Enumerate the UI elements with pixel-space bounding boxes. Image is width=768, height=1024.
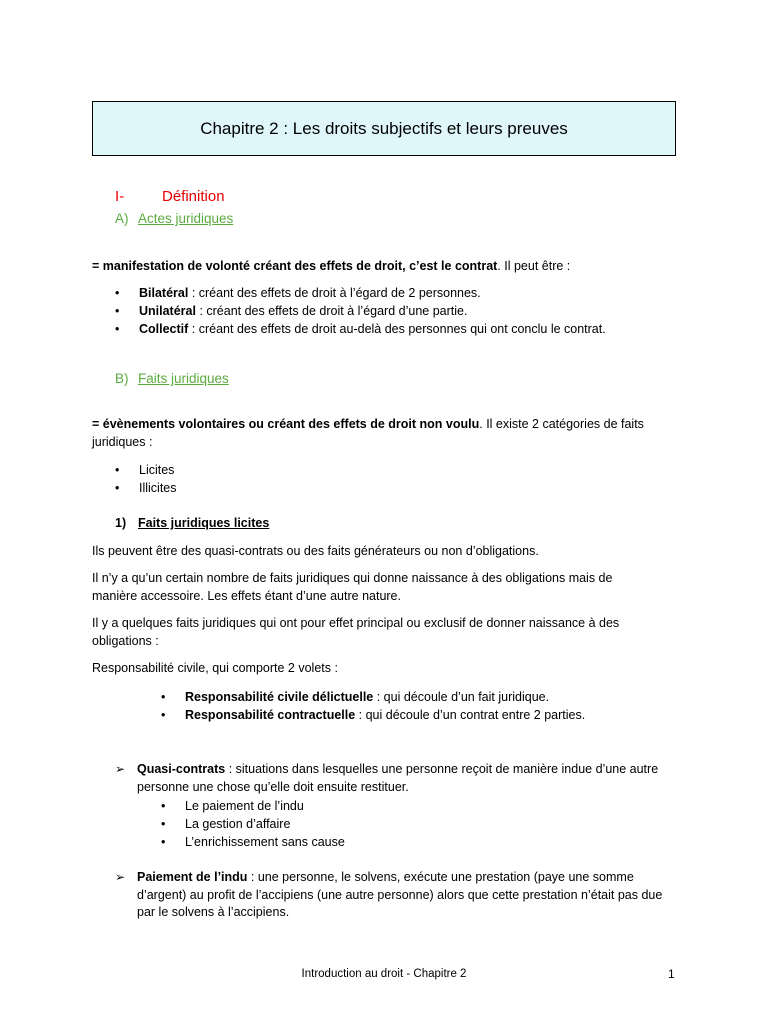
item-bold: Unilatéral xyxy=(139,304,196,318)
item-text: : qui découle d’un fait juridique. xyxy=(373,690,550,704)
item-text: : situations dans lesquelles une personne reçoit de manière indue d’une autre personne une chose qu’elle doit ensuite restituer. xyxy=(137,762,659,794)
paragraph-4: Responsabilité civile, qui comporte 2 volets : xyxy=(92,661,338,675)
faits-list xyxy=(115,461,177,497)
definition-bold: = manifestation de volonté créant des effets de droit, c’est le contrat xyxy=(92,259,498,273)
item-text: La gestion d’affaire xyxy=(185,817,291,831)
list-item xyxy=(115,479,177,497)
subheading-faits-licites xyxy=(115,515,269,533)
item-text: : qui découle d’un contrat entre 2 parties. xyxy=(355,708,586,722)
item-bold: Collectif xyxy=(139,322,189,336)
page-number: 1 xyxy=(668,967,675,981)
item-text: Le paiement de l’indu xyxy=(185,799,304,813)
item-text: Licites xyxy=(139,463,175,477)
subheading-actes-juridiques xyxy=(115,210,233,229)
bullet-icon: • xyxy=(115,286,120,300)
bullet-icon: • xyxy=(115,304,120,318)
subheading-faits-juridiques xyxy=(115,370,229,389)
item-bold: Responsabilité civile délictuelle xyxy=(185,690,374,704)
paragraph-3: Il y a quelques faits juridiques qui ont pour effet principal ou exclusif de donner naissance à des obligations : xyxy=(92,616,620,648)
section-number: I- xyxy=(115,188,125,205)
list-item xyxy=(115,302,606,320)
bullet-icon: • xyxy=(161,817,166,831)
arrow-bullet-icon: ➢ xyxy=(115,870,126,884)
item-text: Illicites xyxy=(139,481,177,495)
subheading-number: A) xyxy=(115,211,129,226)
bullet-icon: • xyxy=(115,463,120,477)
definition-faits xyxy=(92,416,652,451)
item-bold: Quasi-contrats xyxy=(137,762,226,776)
paragraph-2: Il n’y a qu’un certain nombre de faits juridiques qui donne naissance à des obligations mais de manière accessoire. Les effets étant d’une autre nature. xyxy=(92,571,613,603)
list-item xyxy=(115,284,606,302)
list-item xyxy=(161,706,585,724)
definition-rest: . Il existe 2 catégories de faits juridiques : xyxy=(92,417,644,449)
quasi-contrats-item xyxy=(115,761,680,796)
item-text: : une personne, le solvens, exécute une prestation (paye une somme d’argent) au profit de l’accipiens (une autre personne) alors que cette prestation n’était pas due par le solvens à l’accipiens. xyxy=(137,870,663,919)
responsabilite-list xyxy=(161,688,585,724)
bullet-icon: • xyxy=(161,690,166,704)
arrow-bullet-icon: ➢ xyxy=(115,762,126,776)
subheading-number: B) xyxy=(115,371,129,386)
subheading-number: 1) xyxy=(115,516,127,530)
chapter-title: Chapitre 2 : Les droits subjectifs et leurs preuves xyxy=(200,118,568,138)
section-heading-definition xyxy=(115,186,225,207)
definition-rest: . Il peut être : xyxy=(497,259,571,273)
item-text: : créant des effets de droit au-delà des personnes qui ont conclu le contrat. xyxy=(188,322,606,336)
actes-list xyxy=(115,284,606,338)
item-text: L’enrichissement sans cause xyxy=(185,835,345,849)
list-item xyxy=(161,688,585,706)
list-item xyxy=(115,320,606,338)
definition-bold: = évènements volontaires ou créant des effets de droit non voulu xyxy=(92,417,480,431)
list-item xyxy=(115,461,177,479)
item-bold: Paiement de l’indu xyxy=(137,870,248,884)
subheading-label: Actes juridiques xyxy=(138,211,234,226)
paiement-indu-item xyxy=(115,869,680,922)
item-text: : créant des effets de droit à l’égard de 2 personnes. xyxy=(188,286,481,300)
chapter-title-box xyxy=(92,101,676,156)
item-bold: Bilatéral xyxy=(139,286,189,300)
list-item xyxy=(161,815,345,833)
bullet-icon: • xyxy=(161,708,166,722)
bullet-icon: • xyxy=(161,835,166,849)
bullet-icon: • xyxy=(115,481,120,495)
bullet-icon: • xyxy=(115,322,120,336)
subheading-label: Faits juridiques licites xyxy=(138,516,270,530)
list-item xyxy=(161,833,345,851)
definition-actes xyxy=(92,258,652,276)
paragraph-1: Ils peuvent être des quasi-contrats ou des faits générateurs ou non d’obligations. xyxy=(92,544,539,558)
subheading-label: Faits juridiques xyxy=(138,371,229,386)
page-footer: Introduction au droit - Chapitre 2 xyxy=(301,968,467,980)
section-label: Définition xyxy=(162,188,225,205)
quasi-contrats-list xyxy=(161,797,345,851)
bullet-icon: • xyxy=(161,799,166,813)
item-bold: Responsabilité contractuelle xyxy=(185,708,356,722)
list-item xyxy=(161,797,345,815)
item-text: : créant des effets de droit à l’égard d’une partie. xyxy=(195,304,468,318)
